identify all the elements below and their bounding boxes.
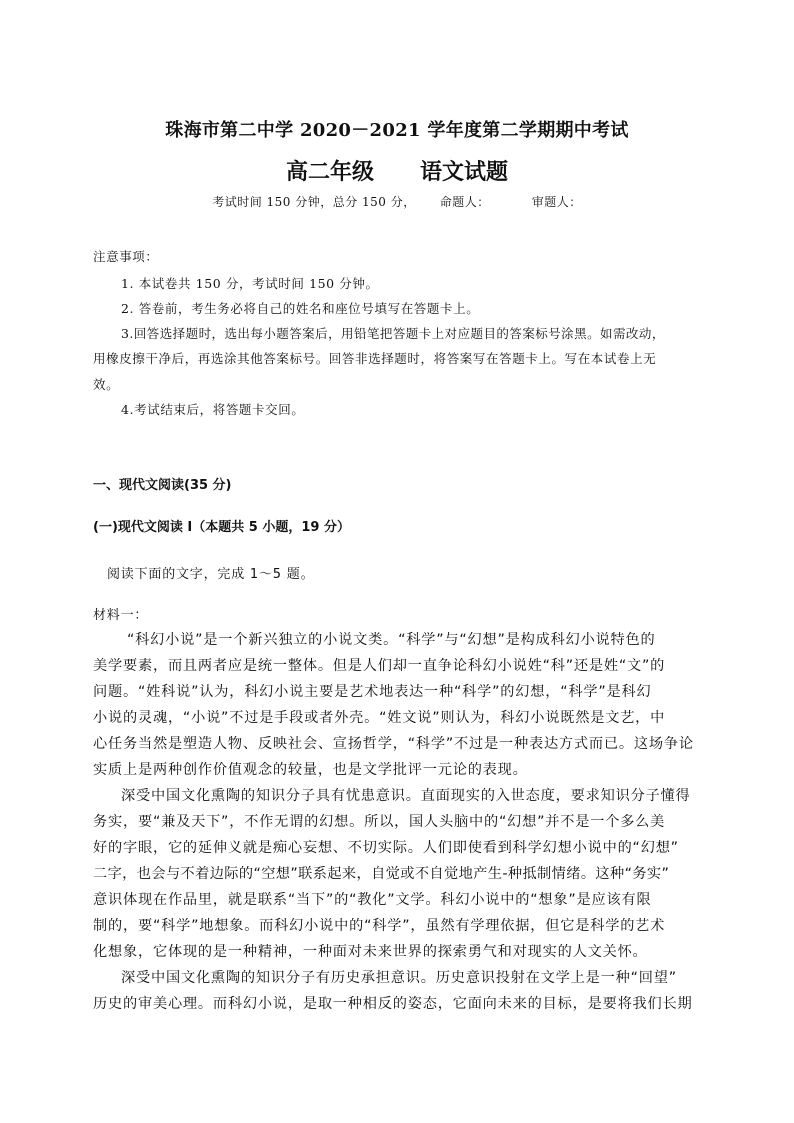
exam-title: 珠海市第二中学 2020－2021 学年度第二学期期中考试 [165, 120, 629, 141]
subject-label: 语文试题 [420, 159, 509, 185]
passage-line: 实质上是两种创作价值观念的较量，也是文学批评一元论的表现。 [93, 762, 528, 778]
notes-item-3-line-1: 3.回答选择题时，选出每小题答案后，用铅笔把答题卡上对应题目的答案标号涂黑。如需改动， [121, 326, 665, 341]
material-label: 材料一： [93, 608, 149, 623]
passage-line: 美学要素，而且两者应是统一整体。但是人们却一直争论科幻小说姓“科”还是姓“文”的 [93, 658, 666, 674]
exam-meta [0, 193, 794, 210]
passage-line: 二字，也会与不着边际的“空想”联系起来，自觉或不自觉地产生-种抵制情绪。这种“务实” [93, 866, 670, 882]
notes-item-1: 1. 本试卷共 150 分，考试时间 150 分钟。 [121, 276, 379, 291]
subsection-heading: (一)现代文阅读 I（本题共 5 小题，19 分） [93, 520, 350, 535]
section-heading: 一、现代文阅读(35 分) [93, 478, 232, 493]
passage-line: 历史的审美心理。而科幻小说，是取一种相反的姿态，它面向未来的目标，是要将我们长期 [93, 996, 693, 1012]
notes-item-2: 2. 答卷前，考生务必将自己的姓名和座位号填写在答题卡上。 [121, 301, 480, 316]
passage-line: 制的，要“科学”地想象。而科幻小说中的“科学”，虽然有学理依据，但它是科学的艺术 [93, 918, 666, 934]
passage-line: 务实，要“兼及天下”，不作无谓的幻想。所以，国人头脑中的“幻想”并不是一个多么美 [93, 814, 666, 830]
exam-subtitle [0, 155, 794, 186]
passage-line: 深受中国文化熏陶的知识分子具有忧患意识。直面现实的入世态度，要求知识分子懂得 [121, 788, 691, 804]
passage-line: 小说的灵魂，“小说”不过是手段或者外壳。“姓文说”则认为，科幻小说既然是文艺，中 [93, 710, 666, 726]
notes-item-4: 4.考试结束后，将答题卡交回。 [121, 402, 305, 417]
passage-line: 好的字眼，它的延伸义就是痴心妄想、不切实际。人们即使看到科学幻想小说中的“幻想” [93, 840, 679, 856]
notes-item-3-line-3: 效。 [93, 377, 120, 392]
setter-label: 命题人： [439, 195, 490, 209]
passage-line: 意识体现在作品里，就是联系“当下”的“教化”文学。科幻小说中的“想象”是应该有限 [93, 892, 652, 908]
notes-item-3-line-2: 用橡皮擦干净后，再选涂其他答案标号。回答非选择题时，将答案写在答题卡上。写在本试卷上无 [93, 351, 657, 366]
passage-line: 问题。“姓科说”认为，科幻小说主要是艺术地表达一种“科学”的幻想，“科学”是科幻 [93, 684, 652, 700]
passage-line: 心任务当然是塑造人物、反映社会、宣扬哲学，“科学”不过是一种表达方式而已。这场争论 [93, 736, 694, 752]
passage-line: 深受中国文化熏陶的知识分子有历史承担意识。历史意识投射在文学上是一种“回望” [121, 970, 677, 986]
notes-heading: 注意事项： [93, 249, 159, 264]
reading-instruction: 阅读下面的文字，完成 1～5 题。 [107, 567, 315, 582]
passage-line: 化想象，它体现的是一种精神，一种面对未来世界的探索勇气和对现实的人文关怀。 [93, 944, 648, 960]
passage-line: “科幻小说”是一个新兴独立的小说文类。“科学”与“幻想”是构成科幻小说特色的 [127, 632, 656, 648]
exam-time-info: 考试时间 150 分钟，总分 150 分， [212, 195, 416, 209]
grade-label: 高二年级 [285, 159, 374, 185]
reviewer-label: 审题人： [531, 195, 582, 209]
